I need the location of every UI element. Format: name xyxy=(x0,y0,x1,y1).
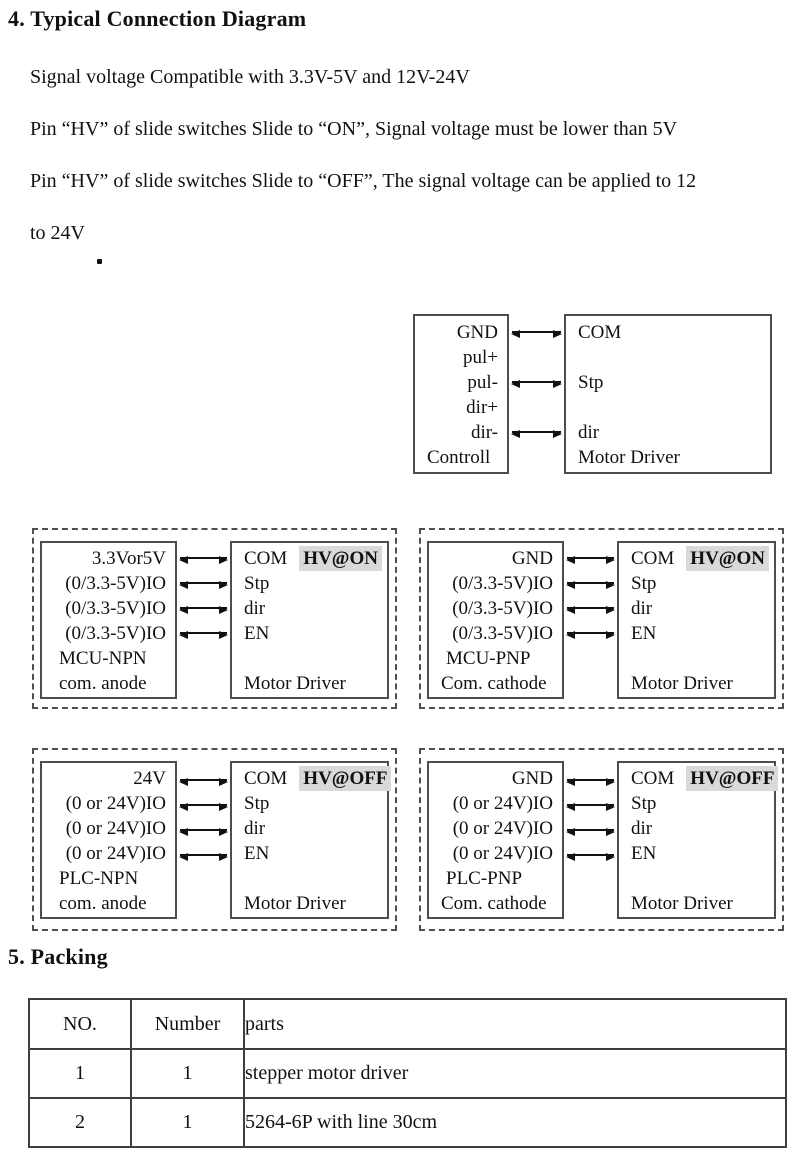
diagram-mcu-pnp xyxy=(419,528,784,709)
pin-label: dir+ xyxy=(466,397,498,418)
packing-table xyxy=(28,998,787,1148)
pin-label: (0 or 24V)IO xyxy=(65,843,166,864)
pin-label: (0/3.3-5V)IO xyxy=(65,598,166,619)
mcu-npn-box xyxy=(40,541,177,699)
pin-label: Stp xyxy=(631,573,657,594)
wire-arrow xyxy=(512,431,561,433)
common-label: Com. cathode xyxy=(441,673,547,694)
wire-arrow xyxy=(567,582,614,584)
header-number: Number xyxy=(131,999,244,1049)
wire-arrow xyxy=(567,607,614,609)
device-type-label: PLC-PNP xyxy=(446,868,523,889)
pin-label: COM xyxy=(244,548,288,569)
pin-label: COM xyxy=(244,768,288,789)
hv-mode-badge: HV@ON xyxy=(686,546,769,571)
hv-mode-badge: HV@OFF xyxy=(686,766,778,791)
pin-label: EN xyxy=(631,843,657,864)
pin-label: (0/3.3-5V)IO xyxy=(452,598,553,619)
pin-label: Stp xyxy=(244,573,270,594)
wire-arrow xyxy=(180,557,227,559)
mcu-pnp-box xyxy=(427,541,564,699)
wire-arrow xyxy=(567,804,614,806)
pin-label: Stp xyxy=(578,372,604,393)
pin-label: GND xyxy=(511,548,553,569)
motor-driver-box xyxy=(564,314,772,474)
pin-label: dir xyxy=(244,818,266,839)
section-4-heading: 4. Typical Connection Diagram xyxy=(8,6,307,31)
pin-label: GND xyxy=(456,322,498,343)
paragraph-hv-off: Pin “HV” of slide switches Slide to “OFF”, The signal voltage can be applied to 12 xyxy=(30,170,697,192)
device-type-label: MCU-PNP xyxy=(446,648,531,669)
pin-label: dir xyxy=(578,422,600,443)
motor-driver-box xyxy=(617,541,776,699)
diagram-plc-pnp xyxy=(419,748,784,931)
wire-arrow xyxy=(567,632,614,634)
wire-arrow xyxy=(180,804,227,806)
motor-driver-box xyxy=(230,761,389,919)
cell-parts: stepper motor driver xyxy=(244,1049,786,1098)
hv-mode-badge: HV@OFF xyxy=(299,766,391,791)
wire-arrow xyxy=(567,779,614,781)
pin-label: 3.3Vor5V xyxy=(91,548,166,569)
pin-label: Stp xyxy=(244,793,270,814)
stray-period-dot xyxy=(97,259,102,264)
pin-label: dir xyxy=(244,598,266,619)
pin-label: pul- xyxy=(467,372,498,393)
hv-mode-badge: HV@ON xyxy=(299,546,382,571)
pin-label: (0/3.3-5V)IO xyxy=(452,623,553,644)
pin-label: (0/3.3-5V)IO xyxy=(65,573,166,594)
motor-driver-label: Motor Driver xyxy=(631,673,733,694)
plc-pnp-box xyxy=(427,761,564,919)
pin-label: dir xyxy=(631,598,653,619)
cell-number: 1 xyxy=(131,1098,244,1147)
controller-box xyxy=(413,314,509,474)
common-label: Com. cathode xyxy=(441,893,547,914)
wire-arrow xyxy=(567,829,614,831)
cell-no: 1 xyxy=(29,1049,131,1098)
pin-label: (0 or 24V)IO xyxy=(452,843,553,864)
header-parts: parts xyxy=(244,999,786,1049)
wire-arrow xyxy=(567,557,614,559)
common-label: com. anode xyxy=(59,893,147,914)
pin-label: dir xyxy=(631,818,653,839)
diagram-plc-npn xyxy=(32,748,397,931)
motor-driver-label: Motor Driver xyxy=(631,893,733,914)
device-type-label: MCU-NPN xyxy=(59,648,147,669)
wire-arrow xyxy=(512,381,561,383)
pin-label: EN xyxy=(631,623,657,644)
pin-label: (0 or 24V)IO xyxy=(65,793,166,814)
pin-label: 24V xyxy=(133,768,166,789)
motor-driver-box xyxy=(617,761,776,919)
common-label: com. anode xyxy=(59,673,147,694)
cell-parts: 5264-6P with line 30cm xyxy=(244,1098,786,1147)
wire-arrow xyxy=(180,829,227,831)
motor-driver-label: Motor Driver xyxy=(578,447,680,468)
cell-number: 1 xyxy=(131,1049,244,1098)
pin-label: GND xyxy=(511,768,553,789)
wire-arrow xyxy=(180,854,227,856)
paragraph-hv-on: Pin “HV” of slide switches Slide to “ON”, Signal voltage must be lower than 5V xyxy=(30,118,678,140)
paragraph-signal-voltage: Signal voltage Compatible with 3.3V-5V and 12V-24V xyxy=(30,66,470,88)
pin-label: dir- xyxy=(470,422,498,443)
pin-label: (0/3.3-5V)IO xyxy=(452,573,553,594)
table-row xyxy=(29,1049,786,1098)
wire-arrow xyxy=(180,607,227,609)
wire-arrow xyxy=(180,582,227,584)
motor-driver-label: Motor Driver xyxy=(244,673,346,694)
motor-driver-label: Motor Driver xyxy=(244,893,346,914)
pin-label: (0 or 24V)IO xyxy=(452,793,553,814)
pin-label: COM xyxy=(631,548,675,569)
pin-label: COM xyxy=(631,768,675,789)
wire-arrow xyxy=(567,854,614,856)
header-no: NO. xyxy=(29,999,131,1049)
wire-arrow xyxy=(180,632,227,634)
wire-arrow xyxy=(512,331,561,333)
motor-driver-box xyxy=(230,541,389,699)
table-header-row xyxy=(29,999,786,1049)
pin-label: COM xyxy=(578,322,622,343)
pin-label: pul+ xyxy=(463,347,498,368)
pin-label: (0/3.3-5V)IO xyxy=(65,623,166,644)
pin-label: EN xyxy=(244,623,270,644)
pin-label: EN xyxy=(244,843,270,864)
pin-label: (0 or 24V)IO xyxy=(452,818,553,839)
cell-no: 2 xyxy=(29,1098,131,1147)
paragraph-to-24v: to 24V xyxy=(30,222,85,244)
table-row xyxy=(29,1098,786,1147)
pin-label: Stp xyxy=(631,793,657,814)
controller-label: Controll xyxy=(427,447,491,468)
device-type-label: PLC-NPN xyxy=(59,868,139,889)
diagram-mcu-npn xyxy=(32,528,397,709)
section-5-heading: 5. Packing xyxy=(8,944,108,969)
wire-arrow xyxy=(180,779,227,781)
plc-npn-box xyxy=(40,761,177,919)
pin-label: (0 or 24V)IO xyxy=(65,818,166,839)
